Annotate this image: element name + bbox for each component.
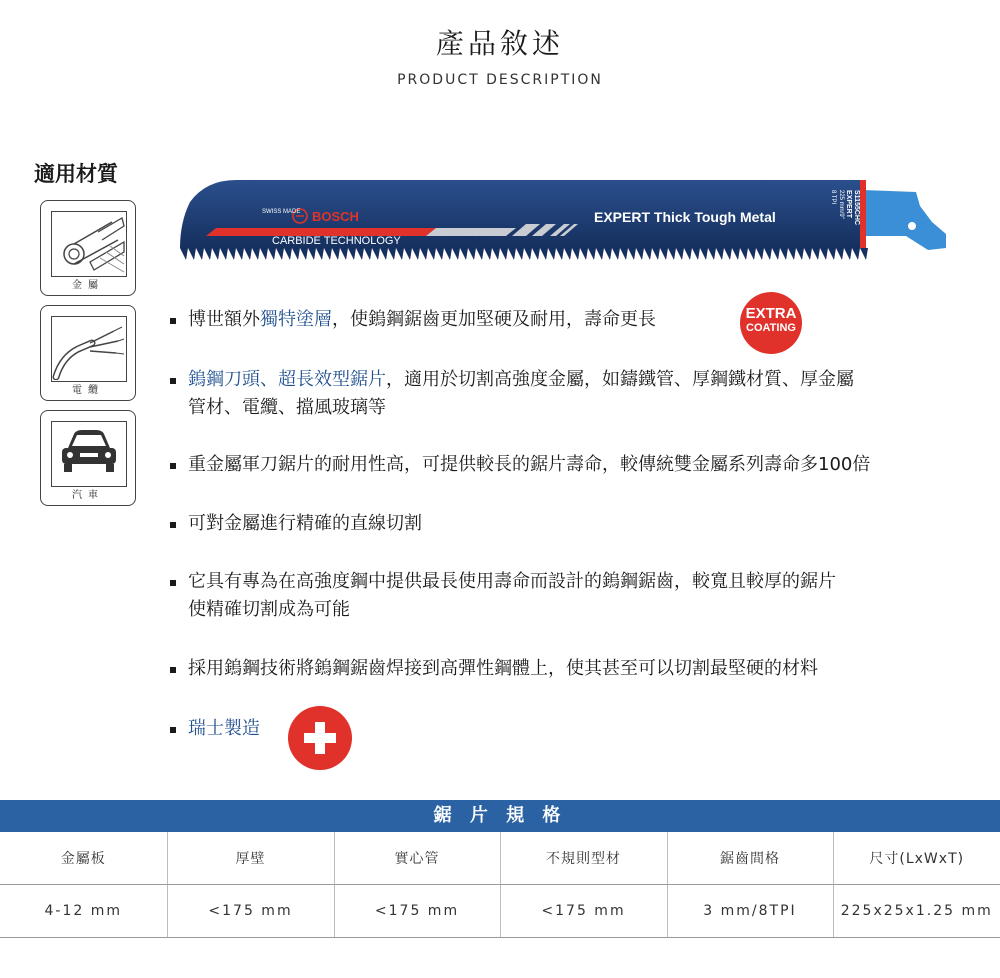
table-header-cell: 實心管 (334, 832, 500, 884)
materials-heading: 適用材質 (34, 162, 118, 186)
size-text: 225 mm/9" (838, 190, 844, 219)
page-subtitle: PRODUCT DESCRIPTION (397, 72, 603, 88)
spec-title: 鋸 片 規 格 (0, 800, 1000, 832)
page-header (0, 22, 1000, 88)
list-item: 採用鎢鋼技術將鎢鋼鋸齒焊接到高彈性鋼體上，使其甚至可以切割最堅硬的材料 (170, 655, 990, 683)
material-label: 汽車 (72, 490, 104, 501)
list-item: 它具有專為在高強度鋼中提供最長使用壽命而設計的鎢鋼鋸齒，較寬且較厚的鋸片 使精確切割成為可能 (170, 568, 990, 624)
saw-blade-image (176, 176, 948, 272)
table-row (0, 884, 1000, 937)
table-cell: 4-12 mm (0, 884, 167, 937)
list-item: 重金屬軍刀鋸片的耐用性高，可提供較長的鋸片壽命，較傳統雙金屬系列壽命多100倍 (170, 451, 990, 479)
swiss-made-text: SWISS MADE (262, 209, 301, 215)
table-header-cell: 鋸齒間格 (667, 832, 833, 884)
list-item: 鎢鋼刀頭、超長效型鋸片，適用於切割高強度金屬，如鑄鐵管、厚鋼鐵材質、厚金屬 管材、電纜、擋風玻璃等 (170, 366, 990, 422)
carbide-text: CARBIDE TECHNOLOGY (272, 235, 401, 247)
extra-coating-badge: EXTRA COATING (740, 292, 802, 354)
table-cell: <175 mm (167, 884, 334, 937)
material-card-metal (40, 200, 136, 296)
list-item: 瑞士製造 (170, 715, 990, 743)
car-icon (51, 421, 127, 487)
material-label: 電纜 (72, 385, 104, 396)
code-sub-text: EXPERT (845, 190, 852, 219)
page-title: 產品敘述 (435, 27, 564, 60)
table-header-cell: 厚壁 (167, 832, 334, 884)
list-item: 可對金屬進行精確的直線切割 (170, 510, 990, 538)
swiss-cross-icon (288, 706, 352, 770)
table-cell: <175 mm (500, 884, 667, 937)
material-card-car (40, 410, 136, 506)
material-card-cable (40, 305, 136, 401)
expert-line-text: EXPERT Thick Tough Metal (594, 209, 776, 225)
table-cell: 3 mm/8TPI (667, 884, 833, 937)
model-code-text: S1155CHC (853, 190, 860, 226)
table-header-cell: 尺寸(LxWxT) (833, 832, 1000, 884)
table-cell: <175 mm (334, 884, 500, 937)
table-header-cell: 不規則型材 (500, 832, 667, 884)
table-header-row (0, 832, 1000, 884)
spec-table (0, 832, 1000, 938)
material-label: 金屬 (72, 280, 104, 291)
table-header-cell: 金屬板 (0, 832, 167, 884)
table-cell: 225x25x1.25 mm (833, 884, 1000, 937)
bosch-logo-text: BOSCH (312, 209, 359, 224)
list-item: 博世額外獨特塗層，使鎢鋼鋸齒更加堅硬及耐用，壽命更長 (170, 306, 990, 334)
extra-text: EXTRA (446, 235, 484, 247)
metal-pipes-icon (51, 211, 127, 277)
cable-icon (51, 316, 127, 382)
tpi-text: 8 TPI (830, 190, 836, 205)
